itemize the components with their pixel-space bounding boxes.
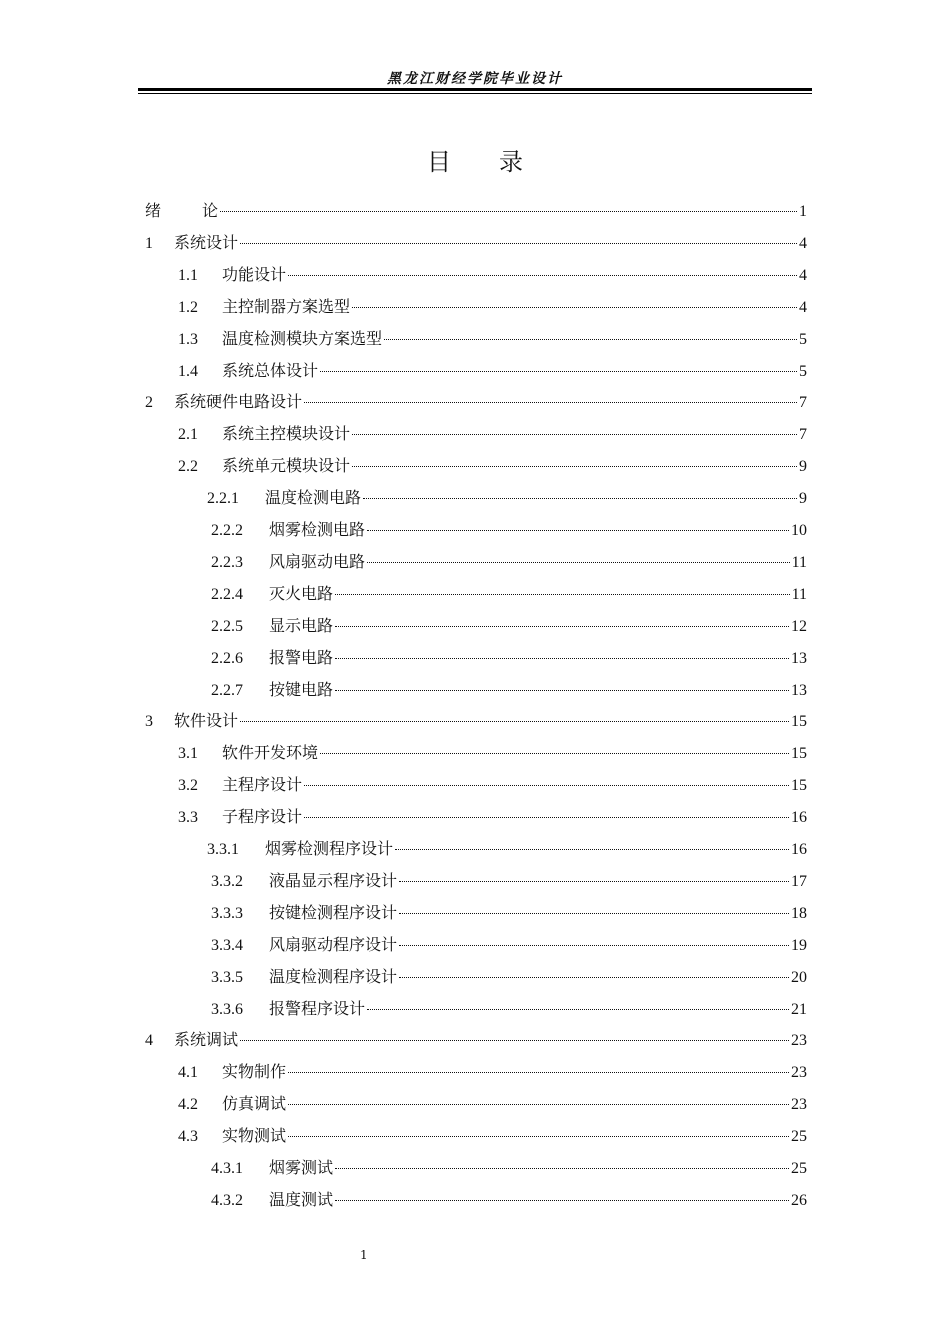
toc-entry-number: 3.1 — [178, 745, 198, 763]
toc-entry-number: 3.3.2 — [211, 872, 243, 890]
toc-entry[interactable] — [211, 900, 807, 930]
toc-entry-title: 按键检测程序设计 — [269, 904, 398, 922]
toc-leader-dots — [320, 371, 797, 372]
toc-entry[interactable] — [145, 708, 807, 738]
toc-leader-dots — [395, 849, 789, 850]
toc-entry-title: 系统设计 — [174, 234, 239, 252]
toc-entry-page: 15 — [791, 777, 807, 795]
toc-entry-page: 5 — [799, 330, 807, 348]
toc-entry-title: 系统硬件电路设计 — [174, 394, 303, 412]
toc-entry-title: 主控制器方案选型 — [222, 298, 351, 316]
toc-entry-title: 温度测试 — [269, 1191, 334, 1209]
toc-entry[interactable] — [178, 1091, 807, 1121]
toc-entry[interactable] — [211, 613, 807, 643]
toc-leader-dots — [240, 1040, 789, 1041]
toc-leader-dots — [335, 1168, 789, 1169]
toc-entry-number: 4.3.2 — [211, 1191, 243, 1209]
toc-entry-number: 2.2.1 — [207, 490, 239, 508]
toc-entry-number: 1.1 — [178, 266, 198, 284]
toc-entry-number: 绪 — [145, 203, 162, 220]
toc-entry-number: 2.1 — [178, 426, 198, 444]
toc-entry[interactable] — [178, 294, 807, 324]
header-rule-thin — [138, 93, 812, 94]
toc-entry-number: 3.3.5 — [211, 968, 243, 986]
toc-entry-title: 液晶显示程序设计 — [269, 872, 398, 890]
toc-entry[interactable] — [211, 868, 807, 898]
page-header: 黑龙江财经学院毕业设计 — [387, 71, 563, 87]
toc-entry-number: 3.3.6 — [211, 1000, 243, 1018]
toc-entry-page: 5 — [799, 362, 807, 380]
toc-entry-page: 16 — [791, 841, 807, 858]
toc-leader-dots — [304, 817, 789, 818]
toc-entry-page: 20 — [791, 968, 807, 986]
toc-leader-dots — [304, 785, 789, 786]
toc-entry-title: 风扇驱动电路 — [269, 553, 366, 571]
toc-entry-title: 仿真调试 — [222, 1096, 287, 1114]
toc-leader-dots — [384, 339, 797, 340]
toc-entry[interactable] — [178, 740, 807, 770]
toc-entry-number: 2.2 — [178, 458, 198, 476]
toc-entry-page: 26 — [791, 1191, 807, 1209]
toc-leader-dots — [288, 1136, 789, 1137]
toc-entry-page: 15 — [791, 745, 807, 763]
toc-entry-page: 16 — [791, 809, 807, 827]
toc-entry[interactable] — [211, 1187, 807, 1217]
toc-entry-title: 风扇驱动程序设计 — [269, 936, 398, 954]
toc-entry-page: 21 — [791, 1000, 807, 1018]
toc-entry[interactable] — [178, 804, 807, 834]
toc-leader-dots — [399, 913, 789, 914]
toc-entry[interactable] — [178, 453, 807, 483]
toc-leader-dots — [288, 1104, 789, 1105]
toc-entry-number: 2.2.3 — [211, 553, 243, 571]
toc-leader-dots — [320, 753, 789, 754]
toc-entry-title: 系统单元模块设计 — [222, 458, 351, 476]
toc-entry-page: 11 — [791, 585, 807, 603]
toc-entry[interactable] — [178, 1123, 807, 1153]
toc-entry[interactable] — [178, 262, 807, 292]
toc-entry-title: 功能设计 — [222, 266, 287, 284]
toc-entry-number: 1.2 — [178, 298, 198, 316]
toc-entry[interactable] — [178, 1059, 807, 1089]
toc-entry[interactable] — [211, 1155, 807, 1185]
toc-entry[interactable] — [207, 836, 807, 866]
toc-entry-number: 2.2.4 — [211, 585, 243, 603]
toc-entry[interactable] — [145, 1027, 807, 1057]
toc-leader-dots — [399, 977, 789, 978]
toc-entry-title: 烟雾检测电路 — [269, 522, 366, 539]
toc-leader-dots — [288, 275, 797, 276]
toc-entry-title: 灭火电路 — [269, 585, 334, 603]
toc-entry-number: 3.3 — [178, 809, 198, 827]
toc-leader-dots — [220, 211, 797, 212]
toc-entry-title: 论 — [202, 203, 219, 220]
toc-entry-number: 2.2.5 — [211, 617, 243, 635]
toc-entry-title: 系统总体设计 — [222, 362, 319, 380]
toc-entry[interactable] — [211, 964, 807, 994]
toc-entry-number: 4.3 — [178, 1128, 198, 1146]
toc-entry[interactable] — [207, 485, 807, 515]
toc-entry[interactable] — [145, 198, 807, 228]
toc-leader-dots — [335, 1200, 789, 1201]
toc-entry-page: 4 — [799, 298, 807, 316]
toc-entry-title: 烟雾测试 — [269, 1160, 334, 1177]
toc-entry-number: 3.3.4 — [211, 936, 243, 954]
toc-entry-page: 23 — [791, 1096, 807, 1114]
toc-entry-page: 7 — [799, 426, 807, 444]
toc-entry-page: 17 — [791, 872, 807, 890]
toc-entry-title: 按键电路 — [269, 681, 334, 699]
toc-entry-number: 1 — [145, 234, 153, 252]
toc-leader-dots — [304, 402, 797, 403]
toc-entry[interactable] — [211, 517, 807, 547]
toc-entry[interactable] — [145, 230, 807, 260]
toc-entry-page: 7 — [799, 394, 807, 412]
toc-leader-dots — [335, 690, 789, 691]
toc-entry-number: 1.4 — [178, 362, 198, 380]
toc-entry-title: 烟雾检测程序设计 — [265, 841, 394, 858]
toc-entry-title: 主程序设计 — [222, 777, 303, 795]
toc-entry[interactable] — [211, 996, 807, 1026]
toc-entry-title: 温度检测程序设计 — [269, 968, 398, 986]
toc-leader-dots — [367, 1009, 789, 1010]
toc-entry-number: 3 — [145, 713, 153, 731]
toc-entry-number: 3.2 — [178, 777, 198, 795]
toc-entry-number: 4.3.1 — [211, 1160, 243, 1177]
toc-entry-title: 实物测试 — [222, 1128, 287, 1146]
toc-entry-number: 4.1 — [178, 1064, 198, 1082]
toc-entry[interactable] — [211, 932, 807, 962]
toc-entry-page: 23 — [791, 1032, 807, 1050]
toc-entry-number: 3.3.1 — [207, 841, 239, 858]
toc-entry[interactable] — [178, 772, 807, 802]
toc-leader-dots — [399, 881, 789, 882]
toc-leader-dots — [240, 721, 789, 722]
page-number: 1 — [360, 1248, 368, 1262]
toc-entry-number: 2.2.2 — [211, 522, 243, 539]
toc-entry[interactable] — [211, 677, 807, 707]
toc-entry-title: 软件开发环境 — [222, 745, 319, 763]
toc-entry-page: 13 — [791, 649, 807, 667]
toc-entry-page: 4 — [799, 266, 807, 284]
toc-leader-dots — [335, 626, 789, 627]
toc-entry-page: 12 — [791, 617, 807, 635]
toc-entry-number: 4.2 — [178, 1096, 198, 1114]
toc-entry-page: 25 — [791, 1128, 807, 1146]
toc-leader-dots — [352, 466, 797, 467]
toc-leader-dots — [367, 562, 790, 563]
toc-entry-number: 3.3.3 — [211, 904, 243, 922]
toc-entry-title: 报警电路 — [269, 649, 334, 667]
toc-entry-page: 18 — [791, 904, 807, 922]
toc-leader-dots — [288, 1072, 789, 1073]
toc-title-char-2: 录 — [499, 148, 523, 176]
toc-leader-dots — [399, 945, 789, 946]
toc-entry-title: 报警程序设计 — [269, 1000, 366, 1018]
toc-title — [0, 142, 950, 177]
toc-entry[interactable] — [178, 421, 807, 451]
toc-leader-dots — [352, 434, 797, 435]
toc-entry[interactable] — [178, 358, 807, 388]
toc-entry[interactable] — [178, 326, 807, 356]
toc-entry[interactable] — [211, 645, 807, 675]
toc-leader-dots — [335, 658, 789, 659]
toc-entry-number: 2.2.6 — [211, 649, 243, 667]
toc-entry-title: 实物制作 — [222, 1064, 287, 1082]
toc-entry-page: 9 — [799, 490, 807, 508]
toc-entry-title: 软件设计 — [174, 713, 239, 731]
toc-entry-page: 9 — [799, 458, 807, 476]
toc-entry-page: 1 — [799, 203, 807, 220]
toc-entry-title: 温度检测模块方案选型 — [222, 330, 383, 348]
toc-leader-dots — [363, 498, 797, 499]
toc-entry[interactable] — [211, 549, 807, 579]
toc-entry-page: 15 — [791, 713, 807, 731]
toc-entry-title: 子程序设计 — [222, 809, 303, 827]
toc-leader-dots — [240, 243, 797, 244]
toc-entry-number: 1.3 — [178, 330, 198, 348]
toc-entry[interactable] — [145, 389, 807, 419]
toc-entry-page: 10 — [791, 522, 807, 539]
toc-entry-page: 13 — [791, 681, 807, 699]
toc-entry-title: 温度检测电路 — [265, 490, 362, 508]
toc-entry-page: 25 — [791, 1160, 807, 1177]
toc-entry-page: 4 — [799, 234, 807, 252]
toc-entry-page: 11 — [791, 553, 807, 571]
toc-leader-dots — [367, 530, 789, 531]
toc-entry-page: 23 — [791, 1064, 807, 1082]
toc-leader-dots — [352, 307, 797, 308]
header-rule-thick — [138, 88, 812, 91]
toc-leader-dots — [335, 594, 790, 595]
toc-entry-number: 2.2.7 — [211, 681, 243, 699]
toc-entry-number: 2 — [145, 394, 153, 412]
toc-entry-title: 显示电路 — [269, 617, 334, 635]
toc-entry[interactable] — [211, 581, 807, 611]
toc-entry-title: 系统调试 — [174, 1032, 239, 1050]
toc-entry-number: 4 — [145, 1032, 153, 1050]
toc-entry-page: 19 — [791, 936, 807, 954]
toc-title-char-1: 目 — [427, 148, 451, 176]
toc-entry-title: 系统主控模块设计 — [222, 426, 351, 444]
